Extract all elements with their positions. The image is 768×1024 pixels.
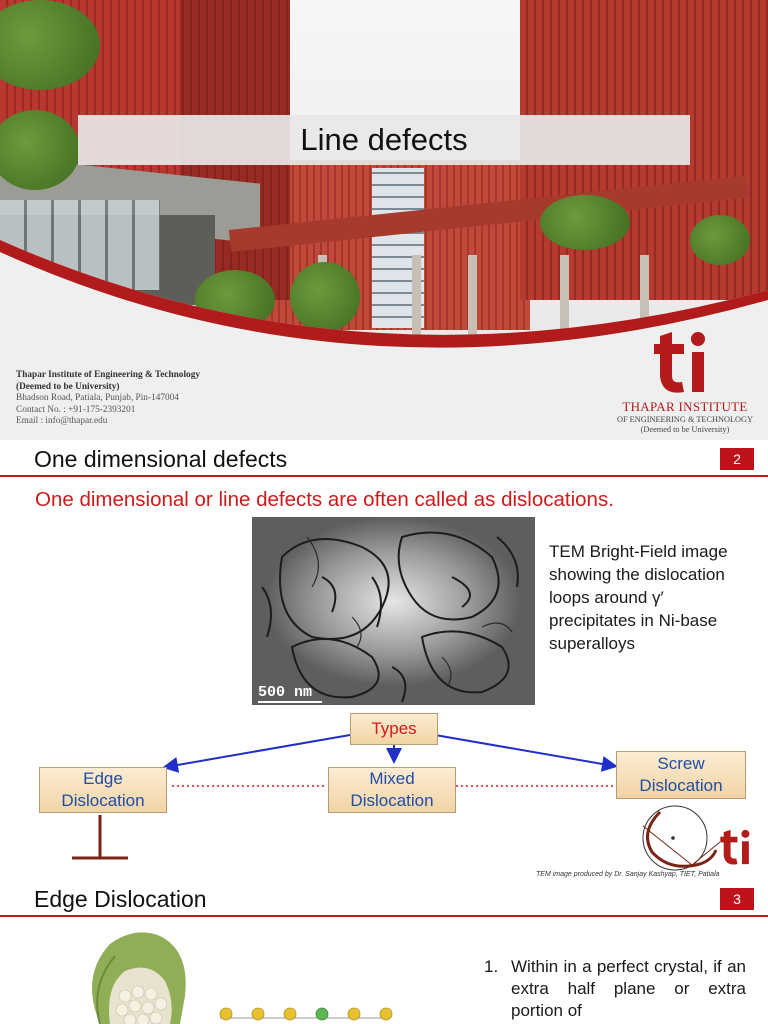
- title-banner: [78, 115, 690, 165]
- corn-cob-illustration: [80, 926, 200, 1024]
- slide-number: 3: [720, 888, 754, 910]
- address-line: Email : info@thapar.edu: [16, 416, 108, 426]
- edge-dislocation-slide: [0, 880, 768, 1024]
- types-node: Types: [350, 713, 438, 745]
- screw-dislocation-node: Screw Dislocation: [616, 751, 746, 799]
- address-line: Contact No. : +91-175-2393201: [16, 404, 136, 415]
- edge-dislocation-node: Edge Dislocation: [39, 767, 167, 813]
- lead-statement: One dimensional or line defects are often called as dislocations.: [35, 488, 614, 511]
- list-item: [484, 956, 746, 1022]
- ti-logo-mark: [718, 823, 758, 871]
- scale-bar-label: 500 nm: [258, 684, 313, 701]
- slide-heading: Edge Dislocation: [34, 886, 207, 912]
- mixed-dislocation-node: Mixed Dislocation: [328, 767, 456, 813]
- dislocation-types-connectors: [0, 440, 768, 880]
- one-dimensional-defects-slide: [0, 440, 768, 880]
- address-line: Thapar Institute of Engineering & Technology: [16, 370, 200, 380]
- address-line: Bhadson Road, Patiala, Punjab, Pin-147004: [16, 393, 179, 403]
- image-caption: TEM Bright-Field image showing the dislocation loops around γ′ precipitates in Ni-base superalloys: [549, 542, 728, 653]
- institute-name: THAPAR INSTITUTE: [622, 399, 748, 414]
- title-slide: [0, 0, 768, 440]
- ti-logo-mark: [650, 330, 720, 394]
- image-credit: TEM image produced by Dr. Sanjay Kashyap, TIET, Patiala: [536, 871, 720, 878]
- institute-logo: [600, 330, 768, 435]
- slide-title: Line defects: [300, 122, 468, 157]
- slide-heading: One dimensional defects: [34, 446, 288, 472]
- bullet-list: [484, 956, 746, 1022]
- list-text: Within in a perfect crystal, if an extra half plane or extra portion of: [511, 957, 746, 1020]
- crystal-lattice-illustration: [210, 1004, 400, 1024]
- institute-subtitle: OF ENGINEERING & TECHNOLOGY: [616, 415, 754, 424]
- address-line: (Deemed to be University): [16, 381, 120, 392]
- slide-number: 2: [720, 448, 754, 470]
- list-number: 1.: [484, 957, 499, 976]
- heading-rule: [0, 915, 768, 917]
- institute-address: [16, 370, 200, 428]
- institute-status: (Deemed to be University): [640, 425, 730, 434]
